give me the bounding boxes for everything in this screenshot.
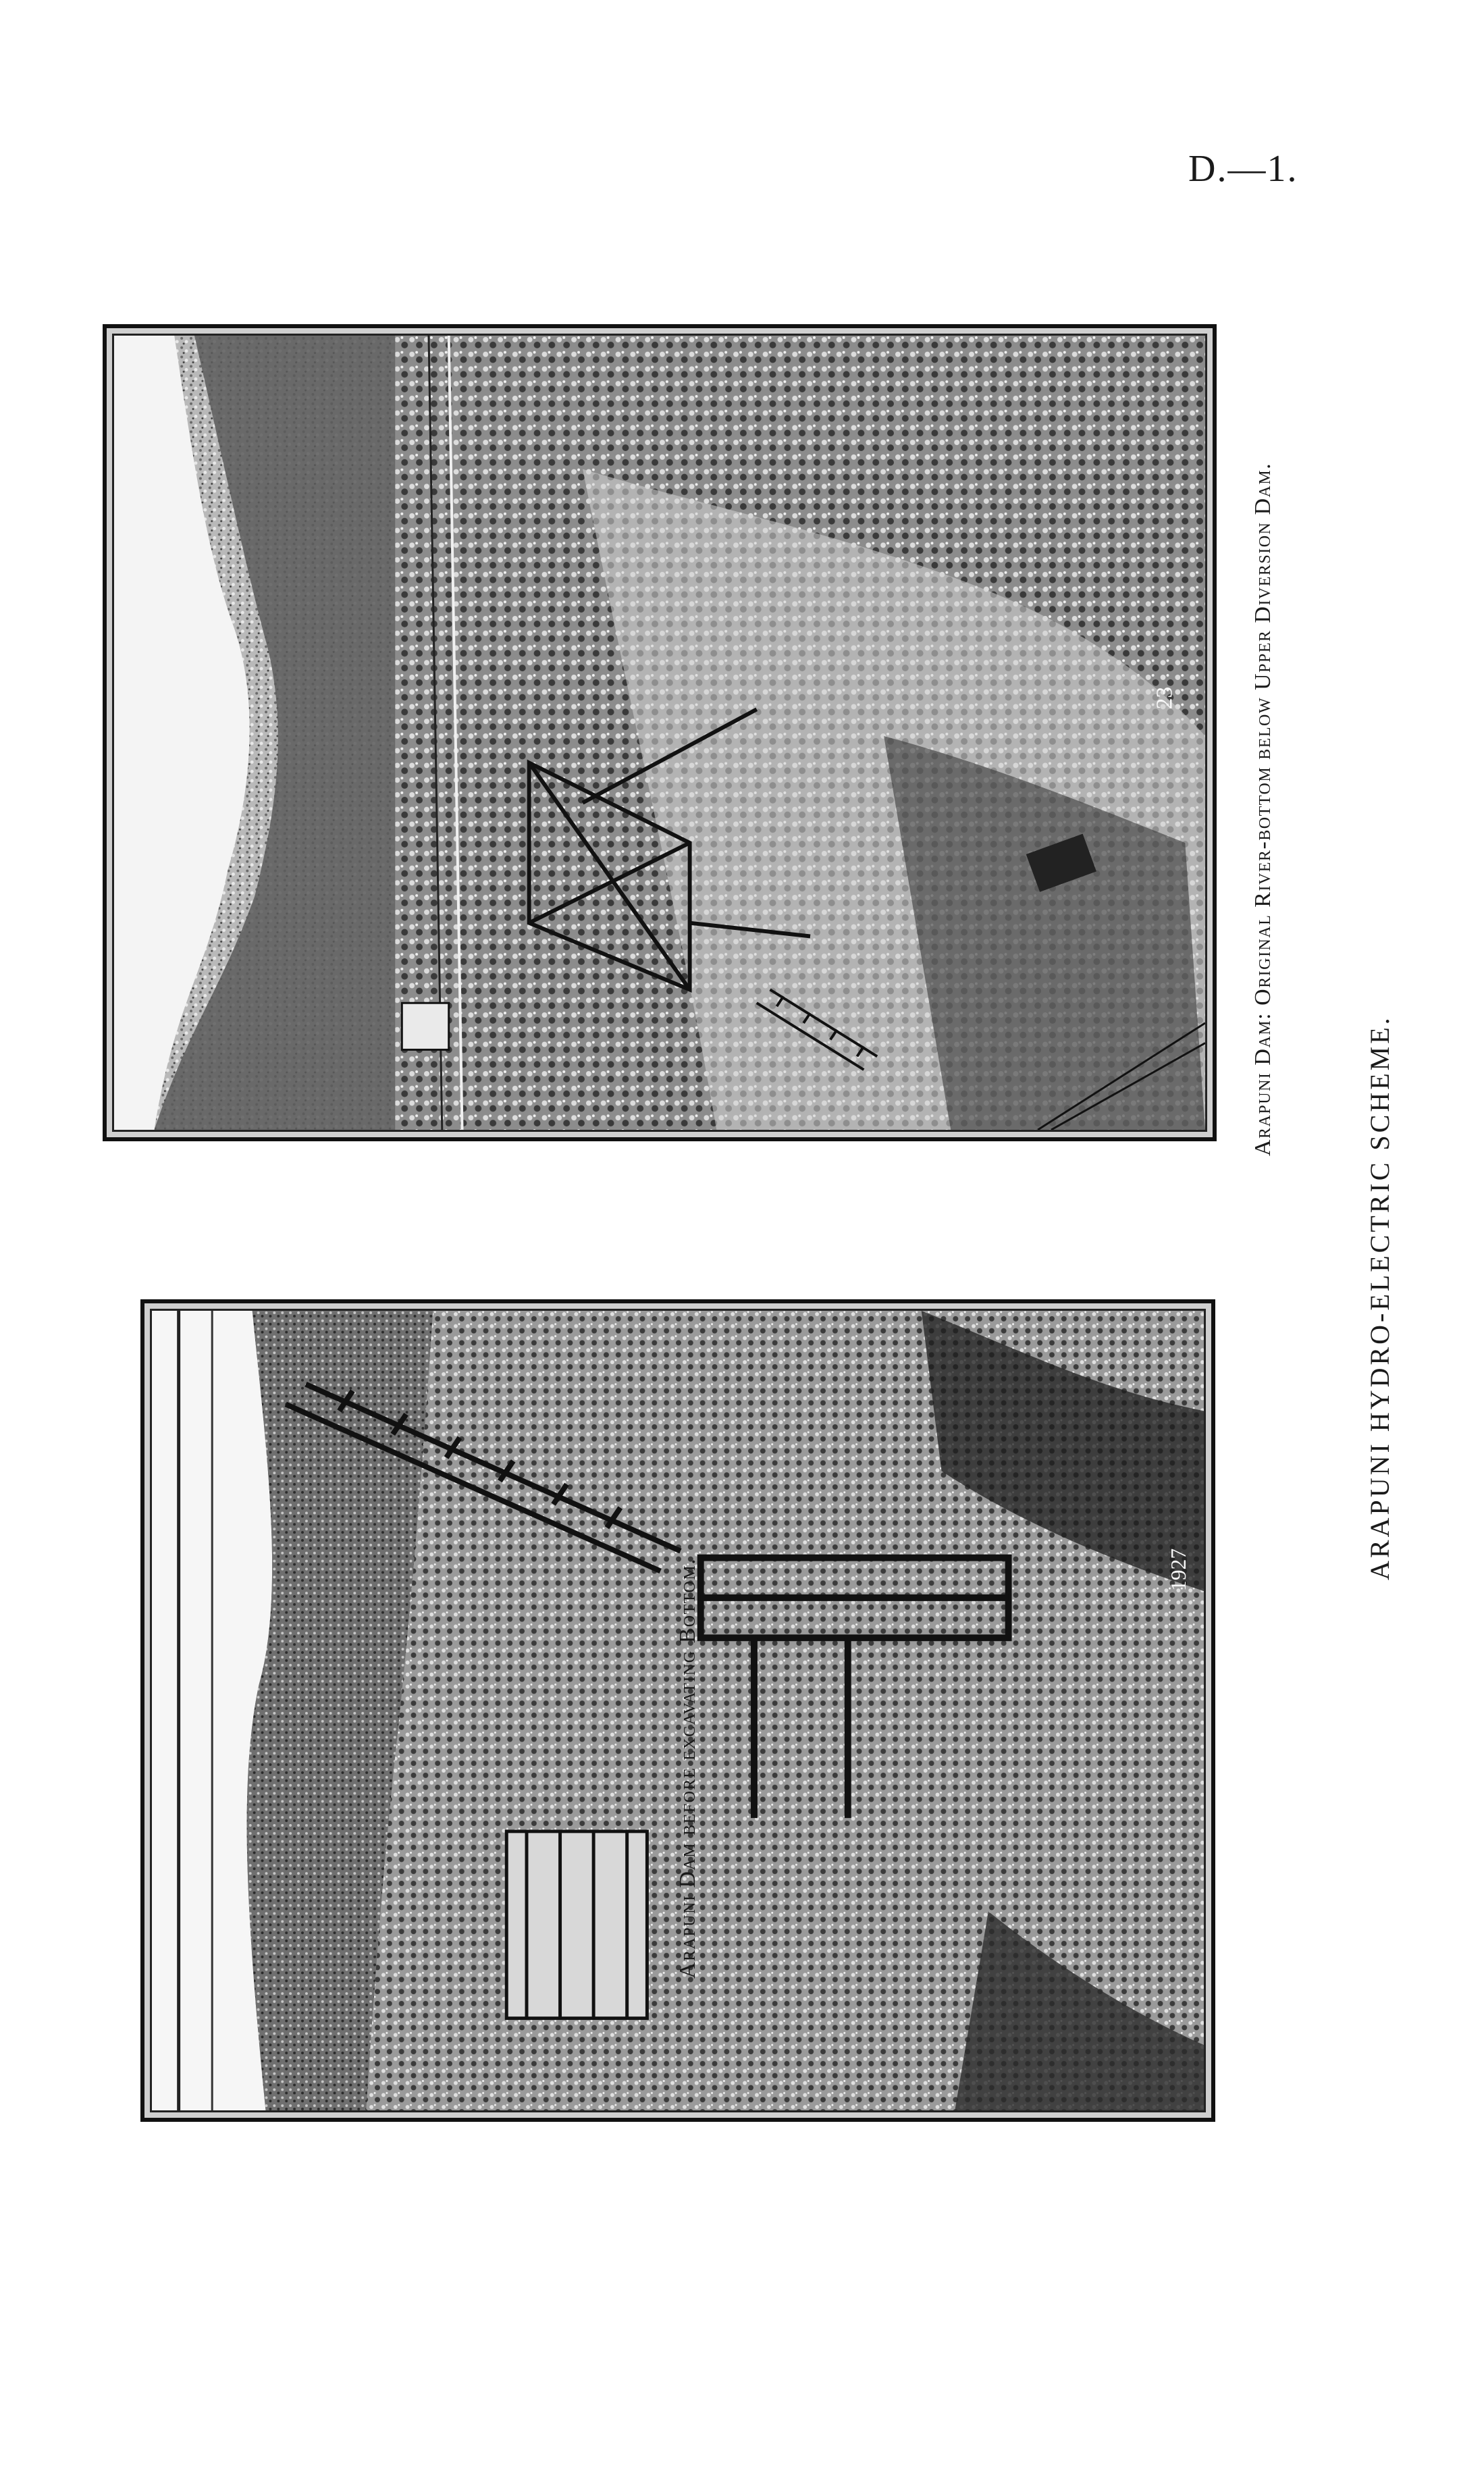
photo-bottom-stamp: 1927 — [1167, 1548, 1191, 1592]
photo-river-bottom-image — [114, 336, 1205, 1130]
photo-top-stamp: 23 — [1152, 686, 1177, 710]
page-number: D.—1. — [1188, 148, 1298, 190]
caption-scheme-title: ARAPUNI HYDRO-ELECTRIC SCHEME. — [1364, 1015, 1395, 1580]
caption-top-photo: Arapuni Dam: Original River-bottom below Upper Diversion Dam. — [1250, 462, 1275, 1156]
caption-bottom-photo: Arapuni Dam before excavating Bottom. — [675, 1557, 700, 1979]
photo-river-bottom — [103, 324, 1217, 1141]
